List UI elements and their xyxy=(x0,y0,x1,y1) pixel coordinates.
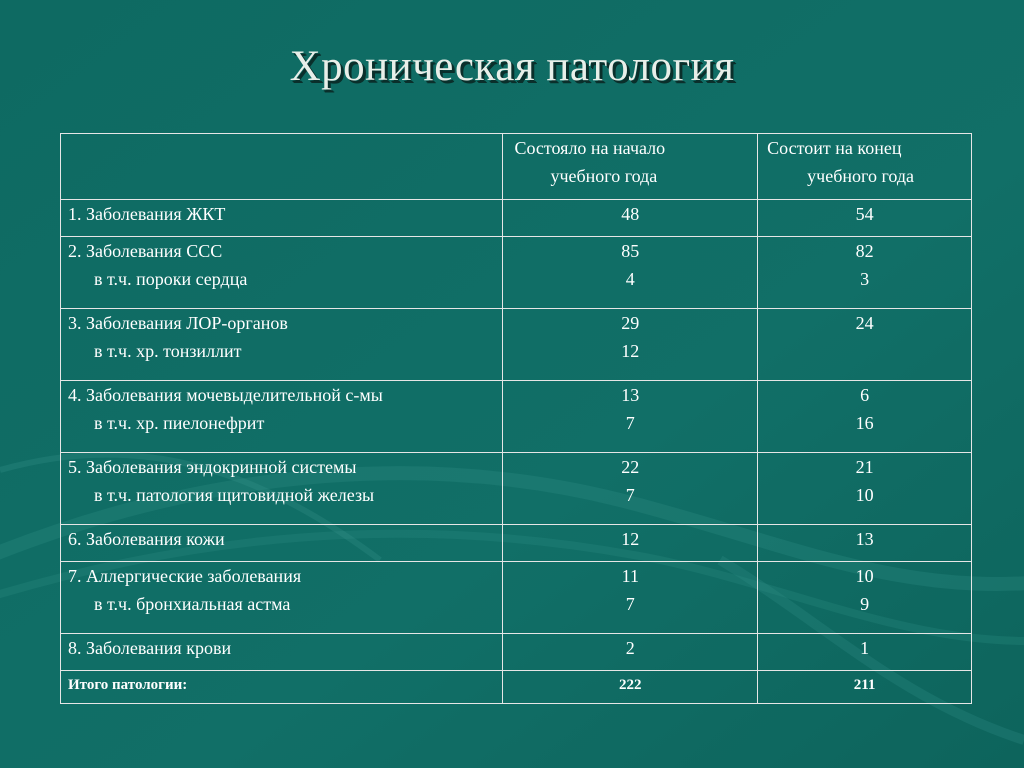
row-sublabel: в т.ч. хр. тонзиллит xyxy=(94,341,242,361)
table-row xyxy=(61,309,972,381)
header-empty-cell xyxy=(61,134,503,200)
row-start-value: 48 xyxy=(503,200,758,237)
total-row xyxy=(61,671,972,704)
table-row xyxy=(61,381,972,453)
row-end-value: 10 xyxy=(855,566,874,586)
table-header-row xyxy=(61,134,972,200)
row-label-cell xyxy=(61,453,503,525)
row-end-value: 54 xyxy=(758,200,972,237)
header-end-cell xyxy=(758,134,972,200)
table-row xyxy=(61,525,972,562)
row-end-cell xyxy=(758,381,972,453)
row-end-cell xyxy=(758,237,972,309)
row-end-cell xyxy=(758,562,972,634)
row-start-cell xyxy=(503,453,758,525)
total-start-value: 222 xyxy=(503,671,758,704)
row-label: 7. Аллергические заболевания xyxy=(68,566,302,586)
table-row xyxy=(61,453,972,525)
row-label: 1. Заболевания ЖКТ xyxy=(61,200,503,237)
row-end-value: 24 xyxy=(855,313,874,333)
row-start-sub-value: 12 xyxy=(621,341,640,361)
header-start-cell xyxy=(503,134,758,200)
pathology-table xyxy=(60,133,972,704)
row-end-value: 21 xyxy=(855,457,874,477)
row-end-cell xyxy=(758,309,972,381)
row-sublabel: в т.ч. бронхиальная астма xyxy=(94,594,291,614)
table-row xyxy=(61,562,972,634)
row-start-value: 85 xyxy=(621,241,640,261)
row-label: 4. Заболевания мочевыделительной с-мы xyxy=(68,385,383,405)
total-end-value: 211 xyxy=(758,671,972,704)
row-label-cell xyxy=(61,562,503,634)
row-start-cell xyxy=(503,381,758,453)
row-start-value: 12 xyxy=(503,525,758,562)
row-label-cell xyxy=(61,237,503,309)
row-end-value: 13 xyxy=(758,525,972,562)
row-sublabel: в т.ч. хр. пиелонефрит xyxy=(94,413,265,433)
row-start-sub-value: 7 xyxy=(625,594,635,614)
row-start-sub-value: 4 xyxy=(625,269,635,289)
row-end-cell xyxy=(758,453,972,525)
row-start-value: 11 xyxy=(621,566,639,586)
row-start-value: 29 xyxy=(621,313,640,333)
header-start-line1: Состояло на начало xyxy=(514,138,666,158)
row-start-sub-value: 7 xyxy=(625,485,635,505)
row-start-value: 22 xyxy=(621,457,640,477)
row-end-value: 1 xyxy=(758,634,972,671)
row-start-value: 2 xyxy=(503,634,758,671)
table-row xyxy=(61,237,972,309)
row-sublabel: в т.ч. пороки сердца xyxy=(94,269,248,289)
header-end-line2: учебного года xyxy=(807,166,915,186)
page-title: Хроническая патология xyxy=(289,43,735,90)
row-start-cell xyxy=(503,309,758,381)
row-label: 8. Заболевания крови xyxy=(61,634,503,671)
row-end-sub-value: 9 xyxy=(860,594,870,614)
row-end-sub-value: 10 xyxy=(855,485,874,505)
total-label: Итого патологии: xyxy=(61,671,503,704)
row-start-cell xyxy=(503,237,758,309)
row-start-value: 13 xyxy=(621,385,640,405)
row-start-sub-value: 7 xyxy=(625,413,635,433)
row-start-cell xyxy=(503,562,758,634)
row-label: 2. Заболевания ССС xyxy=(68,241,223,261)
row-end-value: 6 xyxy=(860,385,870,405)
row-sublabel: в т.ч. патология щитовидной железы xyxy=(94,485,375,505)
row-end-sub-value: 3 xyxy=(860,269,870,289)
header-end-line1: Состоит на конец xyxy=(767,138,902,158)
table-row xyxy=(61,634,972,671)
row-label-cell xyxy=(61,309,503,381)
row-label-cell xyxy=(61,381,503,453)
header-start-line2: учебного года xyxy=(550,166,658,186)
row-label: 3. Заболевания ЛОР-органов xyxy=(68,313,288,333)
row-end-value: 82 xyxy=(855,241,874,261)
table-row xyxy=(61,200,972,237)
row-label: 6. Заболевания кожи xyxy=(61,525,503,562)
row-end-sub-value: 16 xyxy=(855,413,874,433)
row-label: 5. Заболевания эндокринной системы xyxy=(68,457,357,477)
